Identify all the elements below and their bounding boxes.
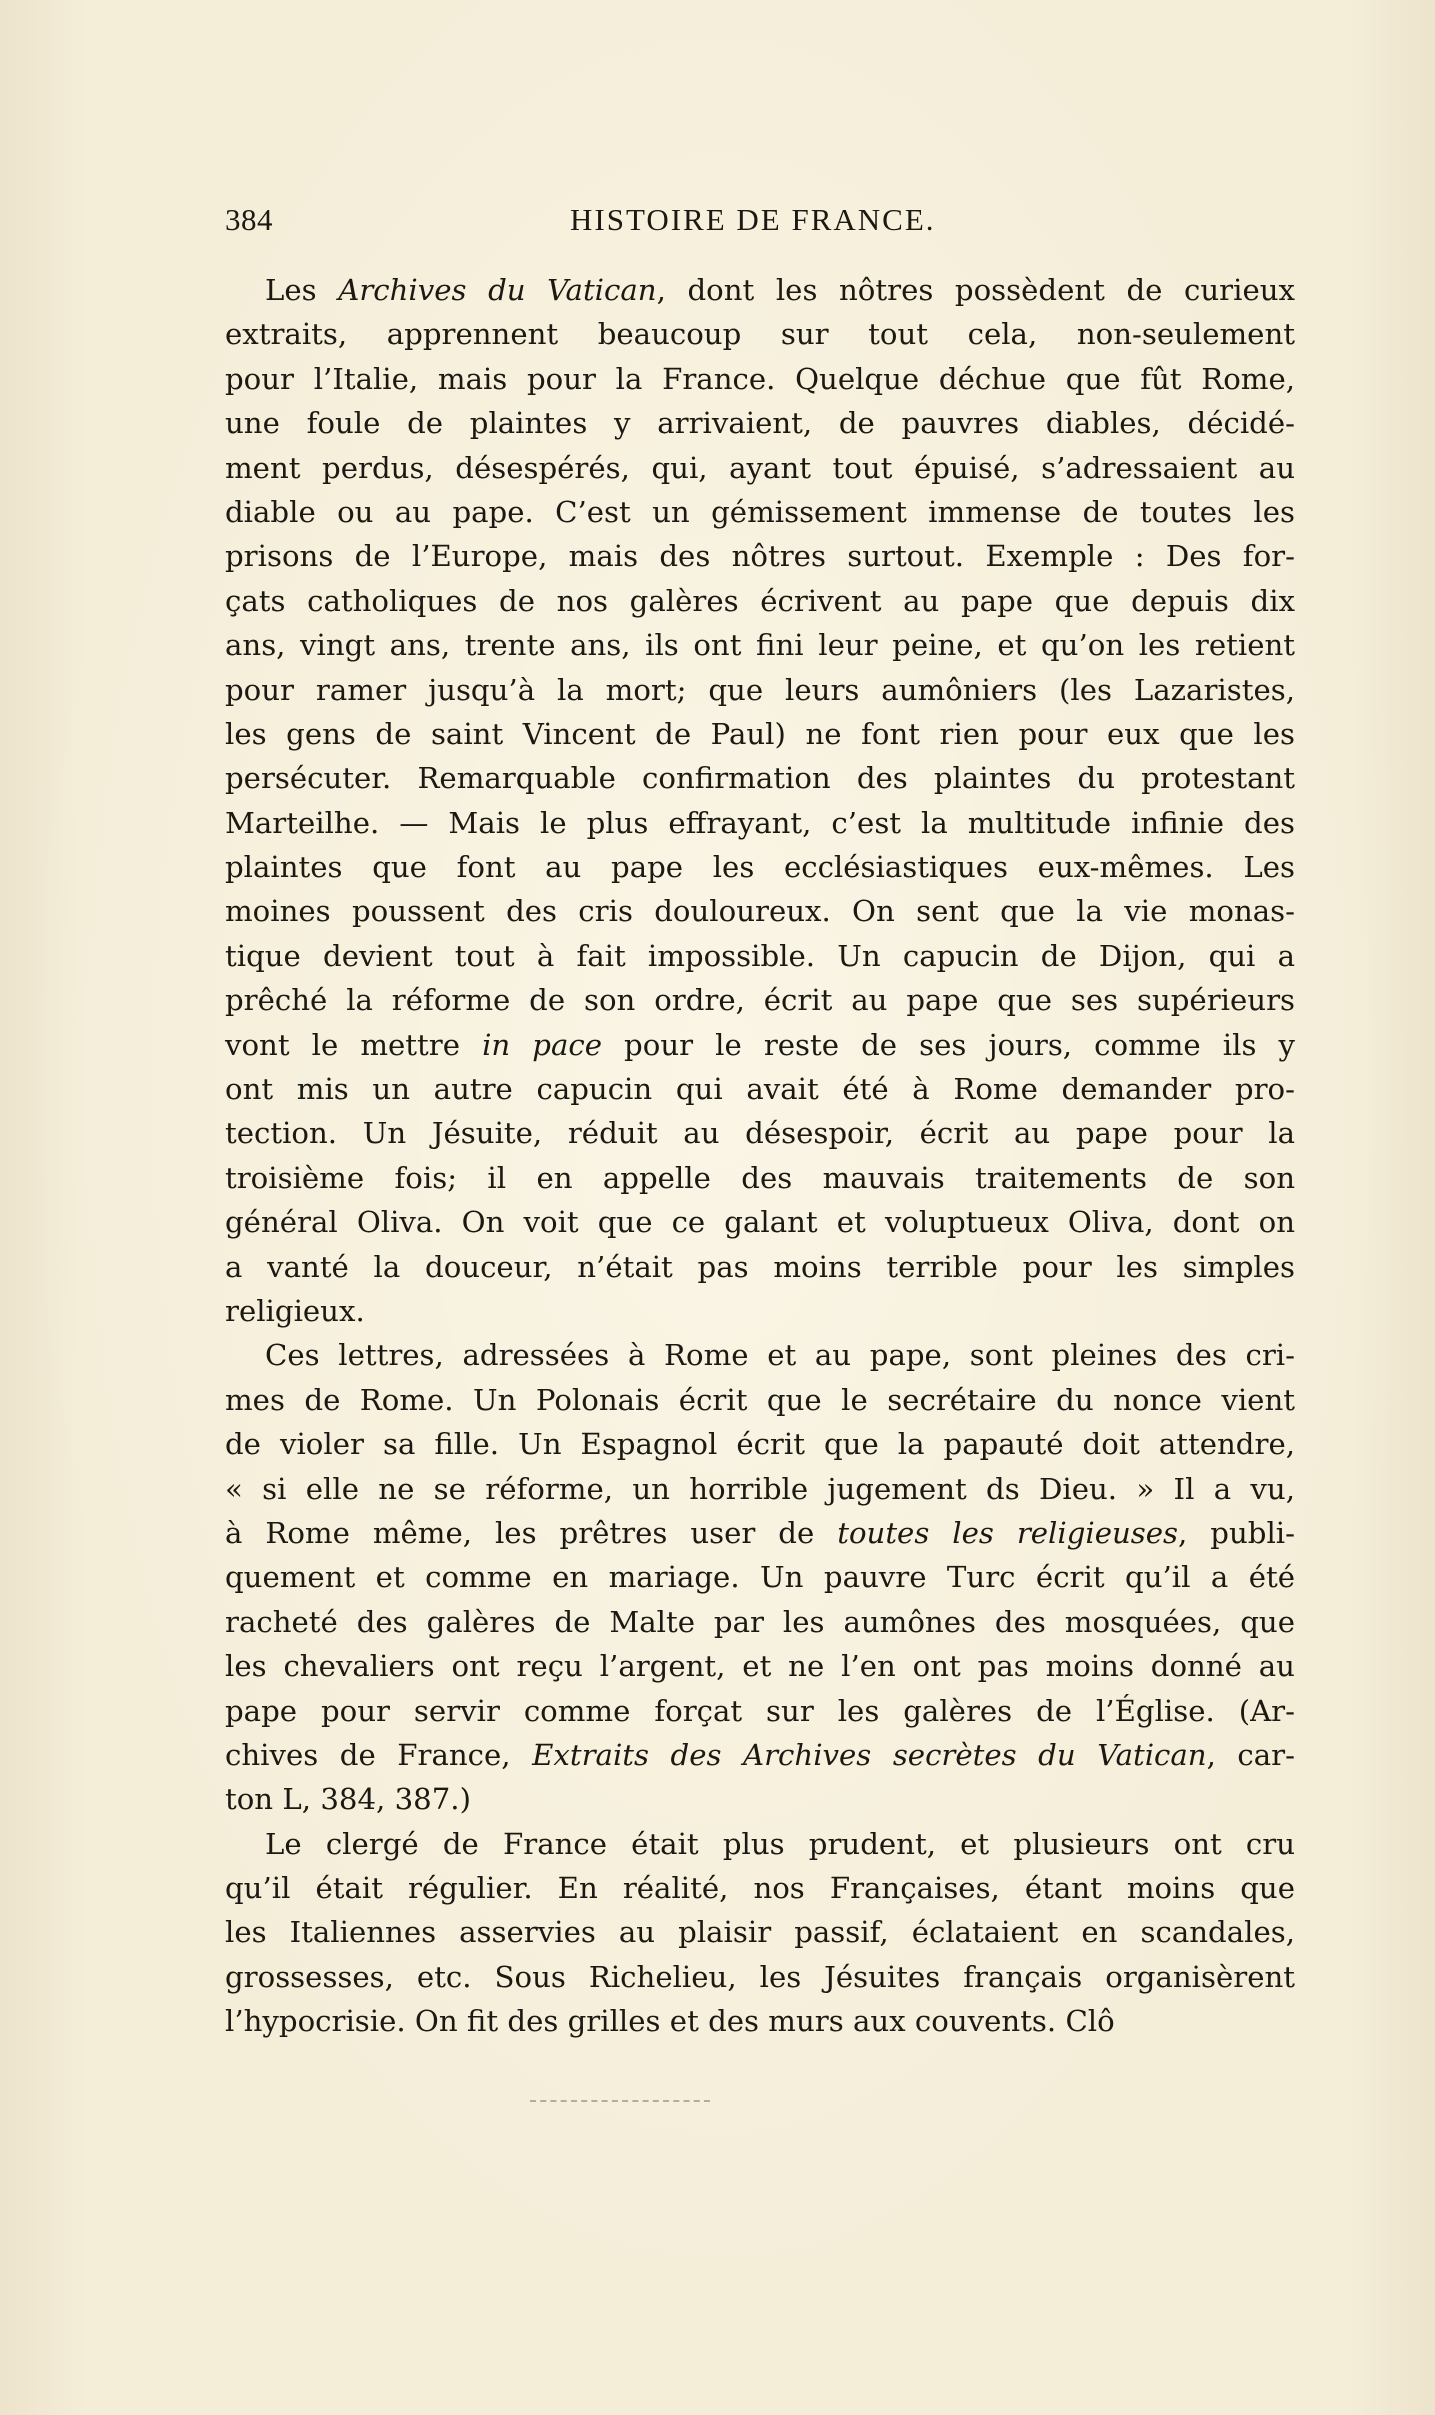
text-run: diable ou au pape. C’est un gémissement immense de toutes les	[225, 494, 1295, 529]
text-line	[225, 801, 1295, 845]
text-line	[225, 1023, 1295, 1067]
text-line	[225, 712, 1295, 756]
text-run: tique devient tout à fait impossible. Un capucin de Dijon, qui a	[225, 938, 1295, 973]
text-run: Marteilhe. — Mais le plus effrayant, c’est la multitude infinie des	[225, 805, 1295, 840]
text-line	[225, 1555, 1295, 1599]
text-line	[225, 268, 1295, 312]
text-run: pour le reste de ses jours, comme ils y	[601, 1027, 1295, 1062]
text-run: pour ramer jusqu’à la mort; que leurs aumôniers (les Lazaristes,	[225, 672, 1295, 707]
text-run: racheté des galères de Malte par les aumônes des mosquées, que	[225, 1604, 1295, 1639]
text-run: ont mis un autre capucin qui avait été à Rome demander pro-	[225, 1072, 1295, 1107]
text-run: prisons de l’Europe, mais des nôtres surtout. Exemple : Des for-	[225, 539, 1295, 574]
text-line	[225, 401, 1295, 445]
page-number: 384	[225, 202, 273, 237]
text-line	[225, 978, 1295, 1022]
text-line	[225, 446, 1295, 490]
text-run: chives de France,	[225, 1737, 533, 1772]
text-line	[225, 1600, 1295, 1644]
text-line	[225, 357, 1295, 401]
text-run: ment perdus, désespérés, qui, ayant tout épuisé, s’adressaient au	[225, 450, 1295, 485]
text-line	[225, 1245, 1295, 1289]
text-run: extraits, apprennent beaucoup sur tout cela, non-seulement	[225, 317, 1295, 352]
text-run: çats catholiques de nos galères écrivent au pape que depuis dix	[225, 583, 1295, 618]
text-run: général Oliva. On voit que ce galant et voluptueux Oliva, dont on	[225, 1205, 1295, 1240]
text-line	[225, 1644, 1295, 1688]
text-run: , dont les nôtres possèdent de curieux	[656, 273, 1295, 307]
text-run: tection. Un Jésuite, réduit au désespoir, écrit au pape pour la	[225, 1116, 1295, 1151]
text-line	[225, 623, 1295, 667]
italic-title: Extraits des Archives secrètes du Vatican	[532, 1737, 1207, 1772]
text-run: Les	[265, 273, 339, 307]
text-run: les Italiennes asservies au plaisir passif, éclataient en scandales,	[225, 1915, 1295, 1950]
text-run: « si elle ne se réforme, un horrible jugement ds Dieu. » Il a vu,	[225, 1471, 1295, 1506]
paragraph	[225, 1333, 1295, 1821]
italic-title: toutes les religieuses	[837, 1515, 1179, 1550]
text-run: qu’il était régulier. En réalité, nos Françaises, étant moins que	[225, 1871, 1295, 1906]
text-run: Ces lettres, adressées à Rome et au pape, sont pleines des cri-	[265, 1338, 1295, 1373]
running-head: HISTOIRE DE FRANCE.	[570, 202, 936, 237]
text-run: religieux.	[225, 1293, 365, 1328]
text-line	[225, 1111, 1295, 1155]
text-run: de violer sa fille. Un Espagnol écrit que la papauté doit attendre,	[225, 1427, 1295, 1462]
text-run: les chevaliers ont reçu l’argent, et ne l’en ont pas moins donné au	[225, 1649, 1295, 1684]
paragraph	[225, 1822, 1295, 2044]
text-line	[225, 1422, 1295, 1466]
text-line	[225, 756, 1295, 800]
text-line	[225, 1866, 1295, 1910]
text-run: une foule de plaintes y arrivaient, de pauvres diables, décidé-	[225, 406, 1295, 441]
text-line	[225, 1467, 1295, 1511]
text-line	[225, 668, 1295, 712]
text-run: ton L, 384, 387.)	[225, 1782, 471, 1817]
text-run: l’hypocrisie. On fit des grilles et des murs aux couvents. Clô	[225, 2004, 1115, 2039]
text-line	[225, 934, 1295, 978]
text-line	[225, 1333, 1295, 1377]
text-run: vont le mettre	[225, 1027, 483, 1062]
text-run: plaintes que font au pape les ecclésiastiques eux-mêmes. Les	[225, 850, 1295, 885]
italic-title: Archives du Vatican	[338, 273, 657, 307]
text-run: mes de Rome. Un Polonais écrit que le secrétaire du nonce vient	[225, 1382, 1295, 1417]
text-line	[225, 1822, 1295, 1866]
text-run: prêché la réforme de son ordre, écrit au pape que ses supérieurs	[225, 983, 1295, 1018]
page-header	[225, 202, 1295, 246]
text-run: à Rome même, les prêtres user de	[225, 1515, 838, 1550]
text-line	[225, 1733, 1295, 1777]
text-line	[225, 1511, 1295, 1555]
text-line	[225, 1067, 1295, 1111]
text-line	[225, 312, 1295, 356]
text-line	[225, 1999, 1295, 2043]
text-line	[225, 1910, 1295, 1954]
text-line	[225, 1289, 1295, 1333]
text-line	[225, 534, 1295, 578]
text-run: , car-	[1206, 1737, 1295, 1772]
text-line	[225, 1378, 1295, 1422]
text-run: a vanté la douceur, n’était pas moins terrible pour les simples	[225, 1249, 1295, 1284]
text-line	[225, 1200, 1295, 1244]
text-line	[225, 889, 1295, 933]
text-line	[225, 1955, 1295, 1999]
italic-title: in pace	[482, 1027, 602, 1062]
text-line	[225, 579, 1295, 623]
text-line	[225, 845, 1295, 889]
text-run: pape pour servir comme forçat sur les galères de l’Église. (Ar-	[225, 1693, 1295, 1728]
text-run: persécuter. Remarquable confirmation des plaintes du protestant	[225, 761, 1295, 796]
text-line	[225, 1156, 1295, 1200]
text-run: quement et comme en mariage. Un pauvre Turc écrit qu’il a été	[225, 1560, 1295, 1595]
text-line	[225, 490, 1295, 534]
text-line	[225, 1689, 1295, 1733]
text-run: pour l’Italie, mais pour la France. Quelque déchue que fût Rome,	[225, 361, 1295, 396]
body-text	[225, 268, 1295, 2044]
page-end-mark	[530, 2100, 710, 2108]
text-run: ans, vingt ans, trente ans, ils ont fini leur peine, et qu’on les retient	[225, 628, 1295, 663]
text-line	[225, 1777, 1295, 1821]
text-run: moines poussent des cris douloureux. On sent que la vie monas-	[225, 894, 1295, 929]
text-run: Le clergé de France était plus prudent, et plusieurs ont cru	[265, 1826, 1295, 1861]
text-run: les gens de saint Vincent de Paul) ne font rien pour eux que les	[225, 716, 1295, 751]
text-run: troisième fois; il en appelle des mauvais traitements de son	[225, 1160, 1295, 1195]
text-run: grossesses, etc. Sous Richelieu, les Jésuites français organisèrent	[225, 1959, 1295, 1994]
text-run: , publi-	[1178, 1515, 1295, 1550]
paragraph	[225, 268, 1295, 1333]
